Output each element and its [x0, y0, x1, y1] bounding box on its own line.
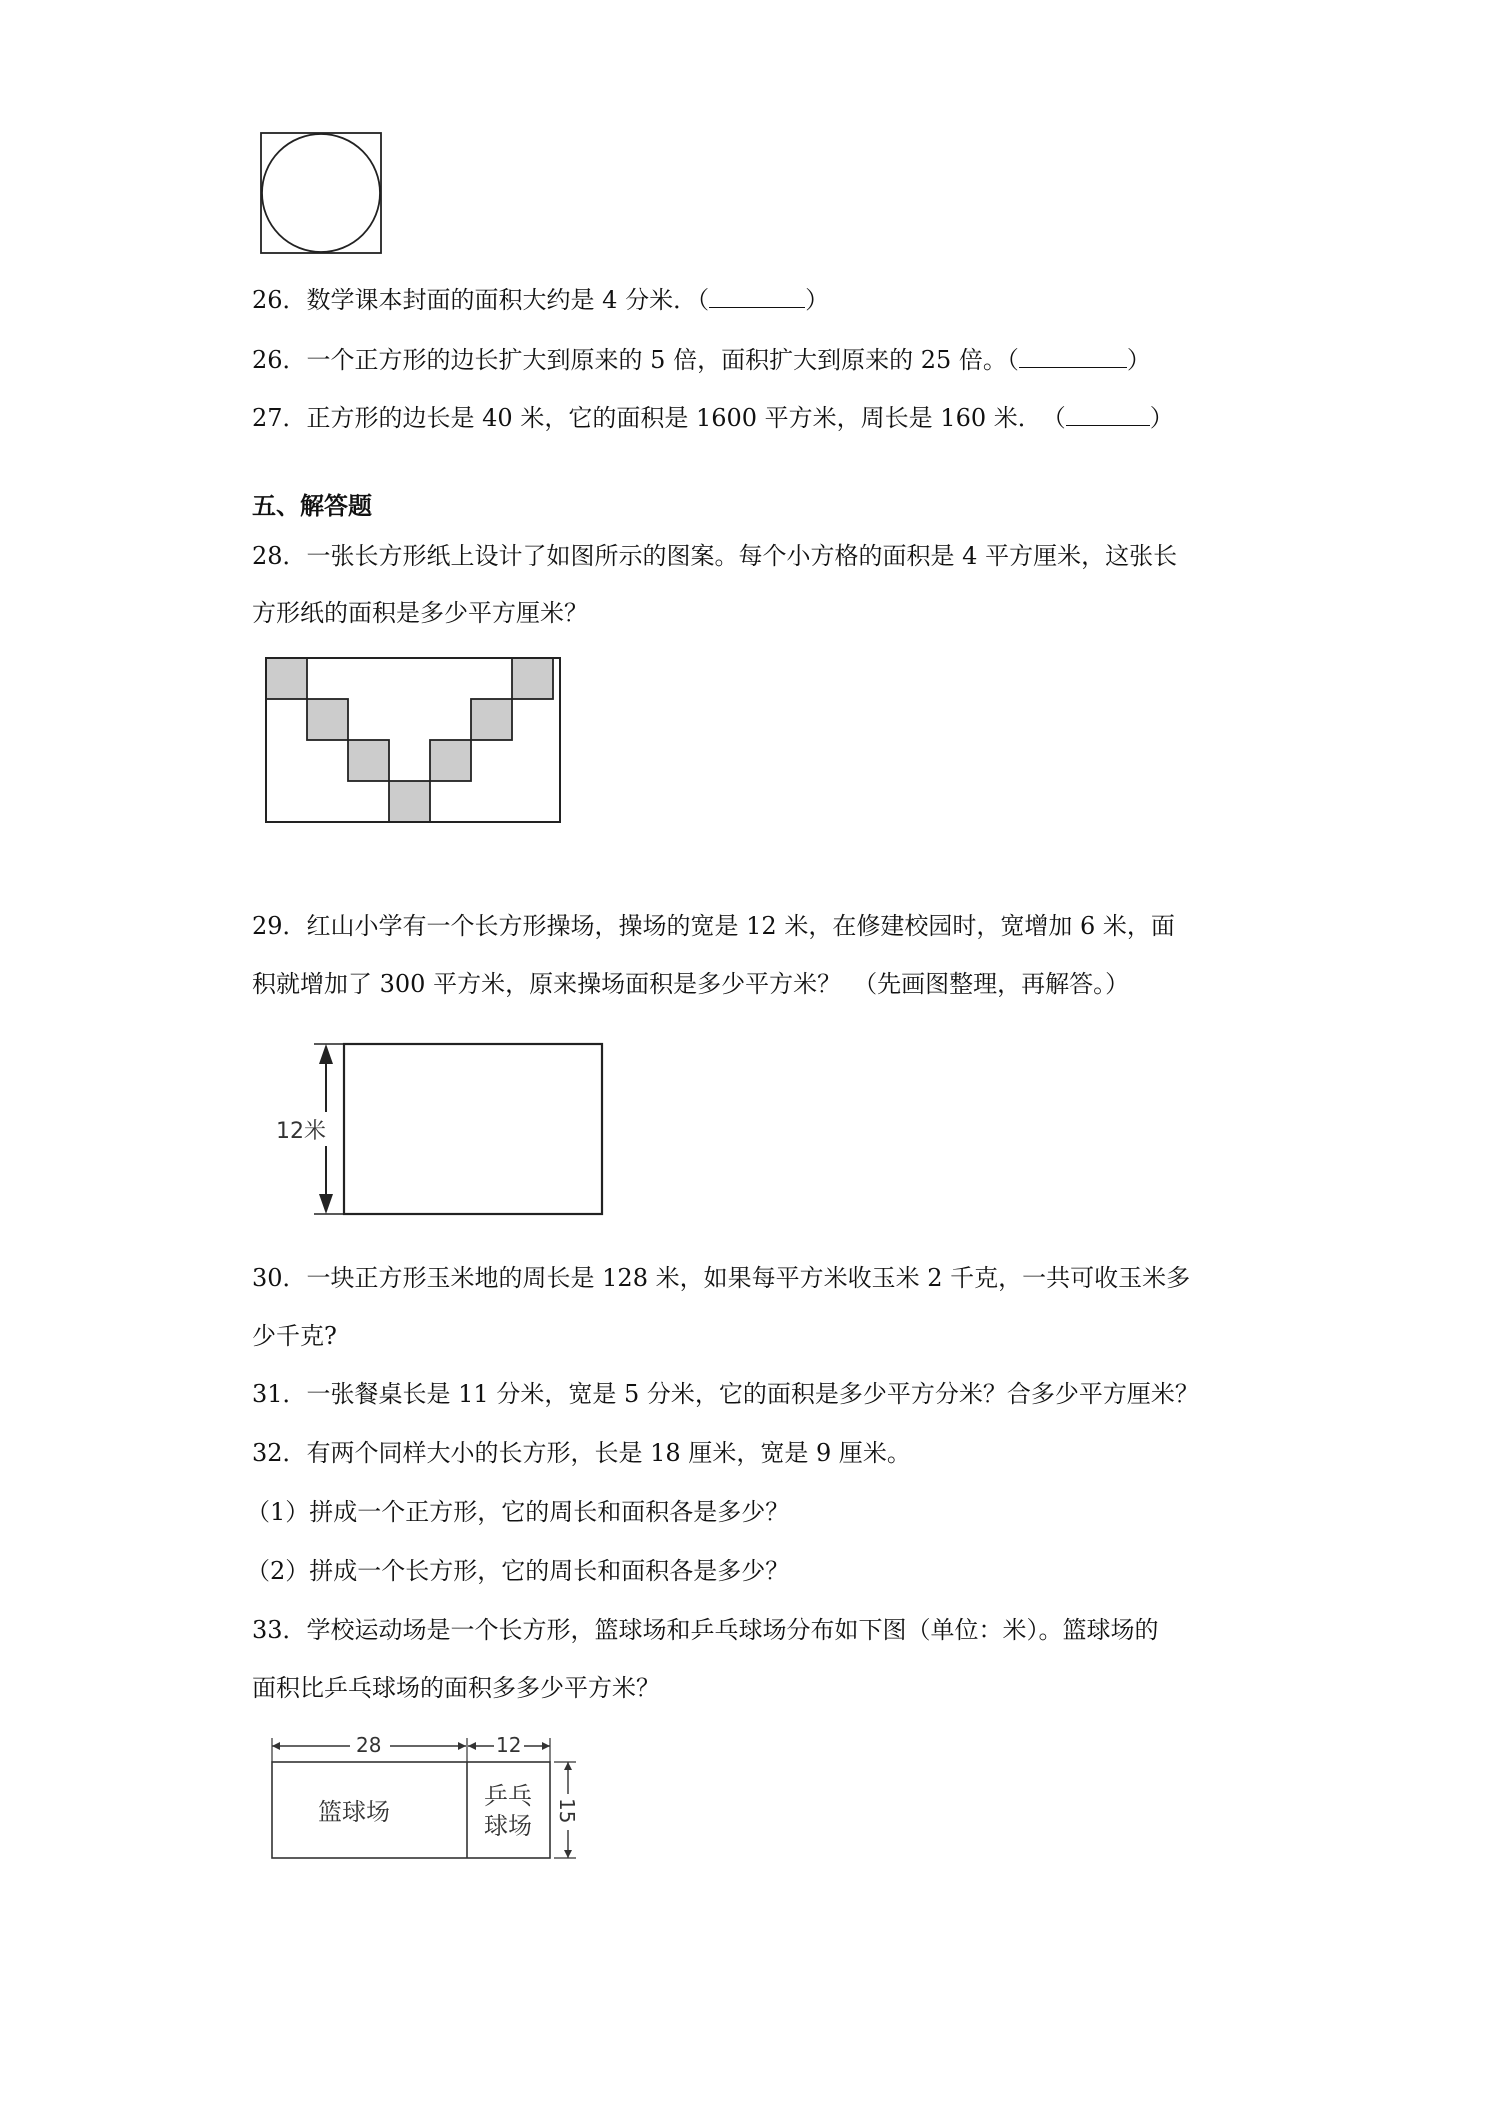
- question-29-line2: 积就增加了 300 平方米，原来操场面积是多少平方米？ （先画图整理，再解答。）: [252, 970, 1130, 998]
- question-28-line2: 方形纸的面积是多少平方厘米？: [252, 599, 588, 627]
- shaded-cell: [512, 658, 553, 699]
- field-outline: [272, 1762, 550, 1858]
- question-27: 27．正方形的边长是 40 米，它的面积是 1600 平方米，周长是 160 米． （ ）: [252, 404, 1174, 432]
- question-30-line1: 30．一块正方形玉米地的周长是 128 米，如果每平方米收玉米 2 千克，一共可收玉米多: [252, 1264, 1191, 1292]
- answer-blank-26a[interactable]: [709, 285, 805, 308]
- shaded-cell: [430, 740, 471, 781]
- sports-field-figure: [266, 1728, 596, 1868]
- question-28-line1: 28．一张长方形纸上设计了如图所示的图案。每个小方格的面积是 4 平方厘米，这张长: [252, 542, 1178, 570]
- question-32-sub2: （2）拼成一个长方形，它的周长和面积各是多少？: [246, 1557, 790, 1585]
- pingpong-court-label-2: 球场: [484, 1812, 532, 1840]
- dimension-28: 28: [356, 1733, 382, 1757]
- question-26a-text: 26．数学课本封面的面积大约是 4 分米．（: [252, 286, 710, 314]
- question-26b-text: 26．一个正方形的边长扩大到原来的 5 倍，面积扩大到原来的 25 倍。（: [252, 346, 1019, 374]
- question-33-line2: 面积比乒乓球场的面积多多少平方米？: [252, 1674, 660, 1702]
- section-title: 五、解答题: [252, 492, 372, 520]
- circle-in-square-figure: [260, 130, 384, 254]
- answer-blank-26b[interactable]: [1019, 345, 1127, 368]
- question-31: 31．一张餐桌长是 11 分米，宽是 5 分米，它的面积是多少平方分米？合多少平方厘米？: [252, 1380, 1199, 1408]
- question-32-stem: 32．有两个同样大小的长方形，长是 18 厘米，宽是 9 厘米。: [252, 1439, 911, 1467]
- arrow-down-icon: [319, 1194, 333, 1214]
- question-30-line2: 少千克?: [252, 1322, 337, 1350]
- arrow-up-icon: [319, 1044, 333, 1064]
- shaded-cell: [471, 699, 512, 740]
- shaded-cell: [307, 699, 348, 740]
- dimension-15: 15: [555, 1798, 579, 1824]
- shaded-cell: [389, 781, 430, 822]
- inscribed-circle: [262, 134, 380, 252]
- shaded-cell: [266, 658, 307, 699]
- question-33-line1: 33．学校运动场是一个长方形，篮球场和乒乓球场分布如下图（单位：米）。篮球场的: [252, 1616, 1159, 1644]
- question-26b: 26．一个正方形的边长扩大到原来的 5 倍，面积扩大到原来的 25 倍。（ ）: [252, 346, 1151, 374]
- playground-figure: [270, 1040, 610, 1220]
- pingpong-court-label-1: 乒乓: [484, 1782, 532, 1810]
- question-27-text: 27．正方形的边长是 40 米，它的面积是 1600 平方米，周长是 160 米． （: [252, 404, 1066, 432]
- question-32-sub1: （1）拼成一个正方形，它的周长和面积各是多少？: [246, 1498, 790, 1526]
- question-26a: 26．数学课本封面的面积大约是 4 分米．（ ）: [252, 286, 830, 314]
- width-label: 12米: [276, 1119, 326, 1144]
- answer-blank-27[interactable]: [1066, 403, 1150, 426]
- playground-rectangle: [344, 1044, 602, 1214]
- shaded-cell: [348, 740, 389, 781]
- dimension-12: 12: [496, 1733, 522, 1757]
- question-29-line1: 29．红山小学有一个长方形操场，操场的宽是 12 米，在修建校园时，宽增加 6 米，面: [252, 912, 1175, 940]
- staircase-pattern-figure: [264, 656, 564, 828]
- basketball-court-label: 篮球场: [318, 1798, 390, 1826]
